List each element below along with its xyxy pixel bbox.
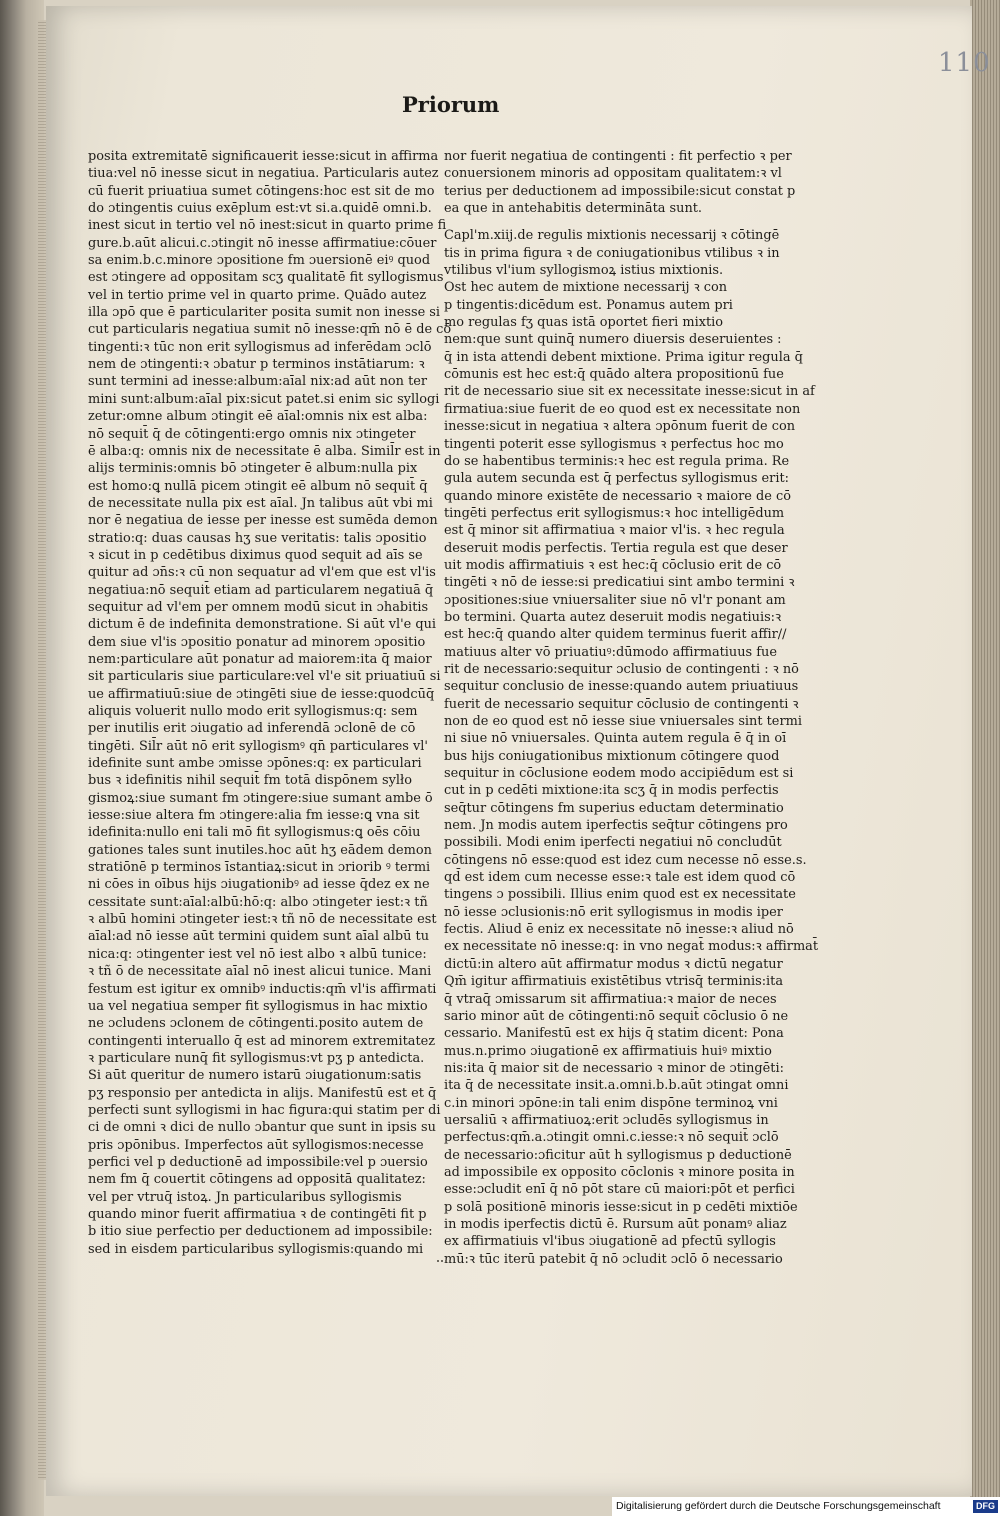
text-line: Capl'm.xiij.de regulis mixtionis necessarij ꝛ cōtingē: [444, 228, 780, 244]
text-line: ɔpositiones:siue vniuersaliter siue nō vl'r ponant am: [444, 592, 786, 608]
text-line: Ost hec autem de mixtione necessarij ꝛ con: [444, 280, 728, 296]
text-line: non de eo quod est nō iesse siue vniuersales sint termi: [444, 714, 802, 729]
text-line: tingens ɔ possibili. Illius enim quod est ex necessitate: [444, 887, 796, 903]
text-line: perfecti sunt syllogismi in hac figura:qui statim per di: [88, 1102, 441, 1118]
text-line: gula autem secunda est q̄ perfectus syllogismus erit:: [444, 471, 789, 487]
text-line: nica:q: ɔtingenter iest vel nō iest albo ꝛ albū tunice:: [88, 946, 427, 962]
text-line: pʒ responsio per antedicta in alijs. Manifestū est et q̄: [88, 1085, 437, 1101]
text-line: ex necessitate nō inesse:q: in vno negat̄ modus:ꝛ affirmat̄: [444, 939, 819, 955]
folio-number: 110: [938, 48, 991, 78]
text-line: sa enim.b.c.minore ɔpositione fm ɔuersionē eiꝰ quod: [88, 253, 431, 269]
text-line: tiua:vel nō inesse sicut in negatiua. Particularis autez: [88, 166, 439, 182]
text-line: tis in prima figura ꝛ de coniugationibus vtilibus ꝛ in: [444, 245, 780, 261]
text-line: aliquis voluerit nullo modo erit syllogismus:q: sem: [88, 704, 418, 719]
text-line: de necessario:ɔficitur aūt h syllogismus p deductionē: [444, 1147, 792, 1163]
right-text-column: [444, 148, 819, 1268]
right-page-edges: [970, 0, 1000, 1500]
text-line: per inutilis erit ɔiugatio ad inferendā ɔclonē de cō: [88, 721, 416, 737]
text-line: cessitate sunt:aīal:albū:hō:q: albo ɔtingeter iest:ꝛ tñ: [88, 894, 428, 910]
text-line: sequitur in cōclusione eodem modo accipiēdum est si: [444, 766, 794, 782]
text-line: vel in tertio prime vel in quarto prime. Quādo autez: [88, 287, 427, 303]
text-line: quando minore existēte de necessario ꝛ maiore de cō: [444, 488, 791, 504]
text-line: quando minor fuerit affirmatiua ꝛ de contingēti fit p: [88, 1206, 427, 1222]
text-line: zetur:omne album ɔtingit eē aīal:omnis nix est alba:: [88, 409, 428, 425]
text-line: uit modis affirmatiuis ꝛ est hec:q̄ cōclusio erit de cō: [444, 557, 782, 573]
text-line: ex affirmatiuis vl'ibus ɔiugationē ad pfectū syllogis: [444, 1234, 776, 1250]
text-line: mo regulas fʒ quas istā oportet fieri mixtio: [444, 315, 724, 331]
text-line: cōmunis est hec est:q̄ quādo altera propositionū fue: [444, 367, 784, 383]
text-line: mini sunt:album:aīal pix:sicut patet.si enim sic syllogi: [88, 391, 440, 407]
paragraph-gap: [444, 217, 780, 227]
text-line: perfici vel p deductionē ad impossibile:vel p ɔuersio: [88, 1154, 428, 1170]
text-line: esse:ɔcludit enī q̄ nō pōt stare cū maiori:pōt et perfici: [444, 1182, 795, 1198]
text-line: gismoꝝ:siue sumant fm ɔtingere:siue sumant ambe ō: [88, 790, 433, 806]
text-line: tingēti perfectus erit syllogismus:ꝛ hoc intelligēdum: [444, 505, 785, 521]
text-line: sario minor aūt de cōtingenti:nō sequit̄ cōclusio ō ne: [444, 1008, 789, 1024]
text-line: ue affirmatiuū:siue de ɔtingēti siue de iesse:quodcūq̄: [88, 686, 435, 702]
text-line: ua vel negatiua semper fit syllogismus in hac mixtio: [88, 998, 428, 1014]
text-line: ꝛ particulare nunq̄ fit syllogismus:vt pʒ p antedicta.: [88, 1050, 425, 1066]
text-line: perfectus:qm̄.a.ɔtingit omni.c.iesse:ꝛ nō sequit̄ ɔclō: [444, 1130, 779, 1146]
text-line: est ɔtingere ad oppositam scʒ qualitatē fit syllogismus: [88, 270, 444, 286]
text-line: idefinita:nullo eni tali mō fit syllogismus:ꝗ oēs cōiu: [88, 825, 421, 841]
text-line: quitur ad ɔn̄s:ꝛ cū non sequatur ad vl'em que est vl'is: [88, 565, 436, 581]
text-line: bus ꝛ idefinitis nihil sequit̄ fm totā dispōnem sylło: [88, 773, 412, 789]
text-line: inesse:sicut in negatiua ꝛ altera ɔpōnum fuerit de con: [444, 419, 796, 435]
text-line: firmatiua:siue fuerit de eo quod est ex necessitate non: [444, 401, 801, 417]
text-line: deseruit modis perfectis. Tertia regula est que deser: [444, 540, 788, 556]
text-line: inest sicut in tertio vel nō inest:sicut in quarto prime fi: [88, 218, 447, 234]
text-line: ea que in antehabitis determināta sunt.: [444, 201, 703, 217]
footer-text: Digitalisierung gefördert durch die Deutsche Forschungsgemeinschaft: [616, 1500, 941, 1512]
text-line: est q̄ minor sit affirmatiua ꝛ maior vl'is. ꝛ hec regula: [444, 523, 785, 539]
text-line: nem de ɔtingenti:ꝛ ɔbatur p terminos instātiarum: ꝛ: [88, 357, 425, 373]
text-line: nor fuerit negatiua de contingenti : fit perfectio ꝛ per: [444, 149, 792, 164]
text-line: idefinite sunt ambe ɔmisse ɔpōnes:q: ex particulari: [88, 756, 422, 772]
text-line: seq̄tur cōtingens fm superius eductam determinatio: [444, 800, 784, 816]
text-line: Si aūt queritur de numero istarū ɔiugationum:satis: [88, 1068, 422, 1084]
text-line: cessario. Manifestū est ex hijs q̄ statim dicent: Pona: [444, 1026, 784, 1042]
text-line: c.in minori ɔpōne:in tali enim dispōne terminoꝝ vni: [444, 1095, 778, 1111]
text-line: rit de necessario siue sit ex necessitate inesse:sicut in af: [444, 384, 815, 400]
text-line: nem. Jn modis autem iperfectis seq̄tur cōtingens pro: [444, 818, 788, 834]
text-line: nem:que sunt quinq̄ numero diuersis deseruientes :: [444, 332, 782, 348]
text-line: q̄ in ista attendi debent mixtione. Prima igitur regula q̄: [444, 349, 803, 365]
text-line: p solā positionē minoris iesse:sicut in p cedēti mixtiōe: [444, 1199, 798, 1215]
text-line: ni siue nō vniuersales. Quinta autem regula ē q̄ in oī: [444, 731, 787, 747]
text-line: p tingentis:dicēdum est. Ponamus autem pri: [444, 297, 733, 313]
text-line: contingenti interuallo q̄ est ad minorem extremitatez: [88, 1033, 436, 1049]
text-line: matiuus alter vō priuatiuꝰ:dūmodo affirmatiuus fue: [444, 644, 777, 660]
text-line: dem siue vl'is ɔpositio ponatur ad minorem ɔpositio: [88, 634, 426, 650]
text-line: rit de necessario:sequitur ɔclusio de contingenti : ꝛ nō: [444, 661, 799, 677]
text-line: nem fm q̄ couertit cōtingens ad oppositā qualitatez:: [88, 1172, 426, 1188]
text-line: vel per vtruq̄ istoꝝ. Jn particularibus syllogismis: [88, 1189, 402, 1205]
text-line: est homo:ꝗ nullā picem ɔtingit eē album nō sequit̄ q̄: [88, 478, 428, 494]
text-line: cut particularis negatiua sumit nō inesse:qm̄ nō ē de cō: [88, 322, 452, 338]
text-line: ne ɔcludens ɔclonem de cōtingenti.posito autem de: [88, 1016, 424, 1032]
text-line: ci de omni ꝛ dici de nullo ɔbantur que sunt in ipsis su: [88, 1120, 436, 1136]
text-line: dictum ē de indefinita demonstratione. Si aūt vl'e qui: [88, 617, 437, 633]
text-line: ꝛ sicut in p cedētibus diximus quod sequit ad aīs se: [88, 547, 423, 563]
text-line: nis:ita q̄ maior sit de necessario ꝛ minor de ɔtingēti:: [444, 1060, 784, 1076]
left-text-column: [88, 148, 452, 1258]
running-head: Priorum: [402, 92, 500, 117]
text-line: nem:particulare aūt ponatur ad maiorem:ita q̄ maior: [88, 651, 432, 667]
dfg-logo: DFG: [973, 1500, 998, 1513]
text-line: sit particularis siue particulare:vel vl'e sit priuatiuū si: [88, 669, 441, 685]
text-line: sequitur conclusio de inesse:quando autem priuatiuus: [444, 679, 799, 695]
text-line: uersaliū ꝛ affirmatiuoꝝ:erit ɔcludēs syllogismus in: [444, 1112, 769, 1128]
text-line: gure.b.aūt alicui.c.ɔtingit nō inesse affirmatiue:cōuer: [88, 235, 437, 251]
text-line: mus.n.primo ɔiugationē ex affirmatiuis huiꝰ mixtio: [444, 1043, 772, 1059]
text-line: fectis. Aliud ē eniz ex necessitate nō inesse:ꝛ aliud nō: [444, 922, 794, 938]
text-line: ꝛ tñ ō de necessitate aīal nō inest alicui tunice. Mani: [88, 964, 432, 980]
text-line: ad impossibile ex opposito cōclonis ꝛ minore posita in: [444, 1164, 795, 1180]
text-line: possibili. Modi enim iperfecti negatiui nō concludūt: [444, 835, 782, 851]
text-line: tingēti. Sil̄r aūt nō erit syllogismꝰ qn̄ particulares vl': [88, 738, 428, 754]
text-line: cut in p cedēti mixtione:ita scʒ q̄ in modis perfectis: [444, 783, 779, 799]
text-line: ita q̄ de necessitate insit.a.omni.b.b.aūt ɔtingat omni: [444, 1078, 789, 1094]
text-line: pris ɔpōnibus. Imperfectos aūt syllogismos:necesse: [88, 1137, 424, 1153]
text-line: sequitur ad vl'em per omnem modū sicut in ɔhabitis: [88, 599, 429, 615]
text-line: cū fuerit priuatiua sumet cōtingens:hoc est sit de mo: [88, 183, 435, 199]
text-line: qd̄ est idem cum necesse esse:ꝛ tale est idem quod cō: [444, 870, 796, 886]
text-line: illa ɔpō que ē particulariter posita sumit non inesse si: [88, 305, 441, 321]
text-line: sed in eisdem particularibus syllogismis:quando mi: [88, 1241, 424, 1257]
text-line: vtilibus vl'ium syllogismoꝝ istius mixtionis.: [444, 263, 724, 279]
text-line: ē alba:q: omnis nix de necessitate ē alba. Simil̄r est in: [88, 443, 441, 459]
text-line: festum est igitur ex omnibꝰ inductis:qm̄ vl'is affirmati: [88, 981, 437, 997]
text-line: ꝛ albū homini ɔtingeter iest:ꝛ tñ nō de necessitate est: [88, 912, 437, 928]
text-line: gationes tales sunt inutiles.hoc aūt hʒ eādem demon: [88, 842, 432, 858]
text-line: Qm̄ igitur affirmatiuis existētibus vtrisq̄ terminis:ita: [444, 974, 784, 990]
text-line: tingēti ꝛ nō de iesse:si predicatiui sint ambo termini ꝛ: [444, 575, 795, 591]
text-line: bus hijs coniugationibus mixtionum cōtingere quod: [444, 748, 780, 764]
text-line: nō iesse ɔclusionis:nō erit syllogismus in modis iper: [444, 904, 783, 920]
text-line: do se habentibus terminis:ꝛ hec est regula prima. Re: [444, 453, 790, 469]
text-line: tingenti:ꝛ tūc non erit syllogismus ad inferēdam ɔclō: [88, 339, 432, 355]
text-line: negatiua:nō sequit̄ etiam ad particularem negatiuā q̄: [88, 582, 434, 598]
text-line: iesse:siue altera fm ɔtingere:alia fm iesse:ꝗ vna sit: [88, 808, 420, 824]
text-line: bo termini. Quarta autez deseruit modis negatiuis:ꝛ: [444, 609, 782, 625]
footer-banner: [612, 1497, 1000, 1516]
text-line: nō sequit̄ q̄ de cōtingenti:ergo omnis nix ɔtingeter: [88, 426, 416, 442]
text-line: aīal:ad nō iesse aūt termini quidem sunt aīal albū tu: [88, 929, 429, 945]
text-line: stratio:q: duas causas hʒ sue veritatis: talis ɔpositio: [88, 530, 427, 546]
text-line: posita extremitatē significauerit iesse:sicut in affirma: [88, 149, 439, 164]
text-line: do ɔtingentis cuius exēplum est:vt si.a.quidē omni.b.: [88, 201, 432, 217]
text-line: ni cōes in oībus hijs ɔiugationibꝰ ad iesse q̄dez ex ne: [88, 877, 430, 893]
text-line: de necessitate nulla pix est aīal. Jn talibus aūt vbi mi: [88, 495, 433, 511]
text-line: dictū:in altero aūt affirmatur modus ꝛ dictū negatur: [444, 956, 783, 972]
text-line: nor ē negatiua de iesse per inesse est sumēda demon: [88, 513, 438, 529]
text-line: stratiōnē p terminos īstantiaꝝ:sicut in ɔriorib ꝰ termi: [88, 860, 431, 876]
signature-mark: [437, 1260, 451, 1264]
text-line: alijs terminis:omnis bō ɔtingeter ē album:nulla pix: [88, 461, 418, 477]
text-line: fuerit de necessario sequitur cōclusio de contingenti ꝛ: [444, 696, 799, 712]
text-line: mū:ꝛ tūc iterū patebit q̄ nō ɔcludit ɔclō ō necessario: [444, 1251, 783, 1267]
text-line: cōtingens nō esse:quod est idez cum necesse nō esse.s.: [444, 852, 807, 868]
text-line: q̄ vtraq̄ ɔmissarum sit affirmatiua:ꝛ maior de neces: [444, 991, 777, 1007]
text-line: terius per deductionem ad impossibile:sicut constat p: [444, 183, 796, 199]
text-line: conuersionem minoris ad oppositam qualitatem:ꝛ vl: [444, 166, 782, 182]
text-line: b itio siue perfectio per deductionem ad impossibile:: [88, 1224, 433, 1240]
text-line: est hec:q̄ quando alter quidem terminus fuerit affir//: [444, 627, 787, 643]
text-line: sunt termini ad inesse:album:aīal nix:ad aūt non ter: [88, 374, 428, 390]
text-line: in modis iperfectis dictū ē. Rursum aūt ponamꝰ aliaz: [444, 1216, 787, 1232]
text-line: tingenti poterit esse syllogismus ꝛ perfectus hoc mo: [444, 436, 784, 452]
